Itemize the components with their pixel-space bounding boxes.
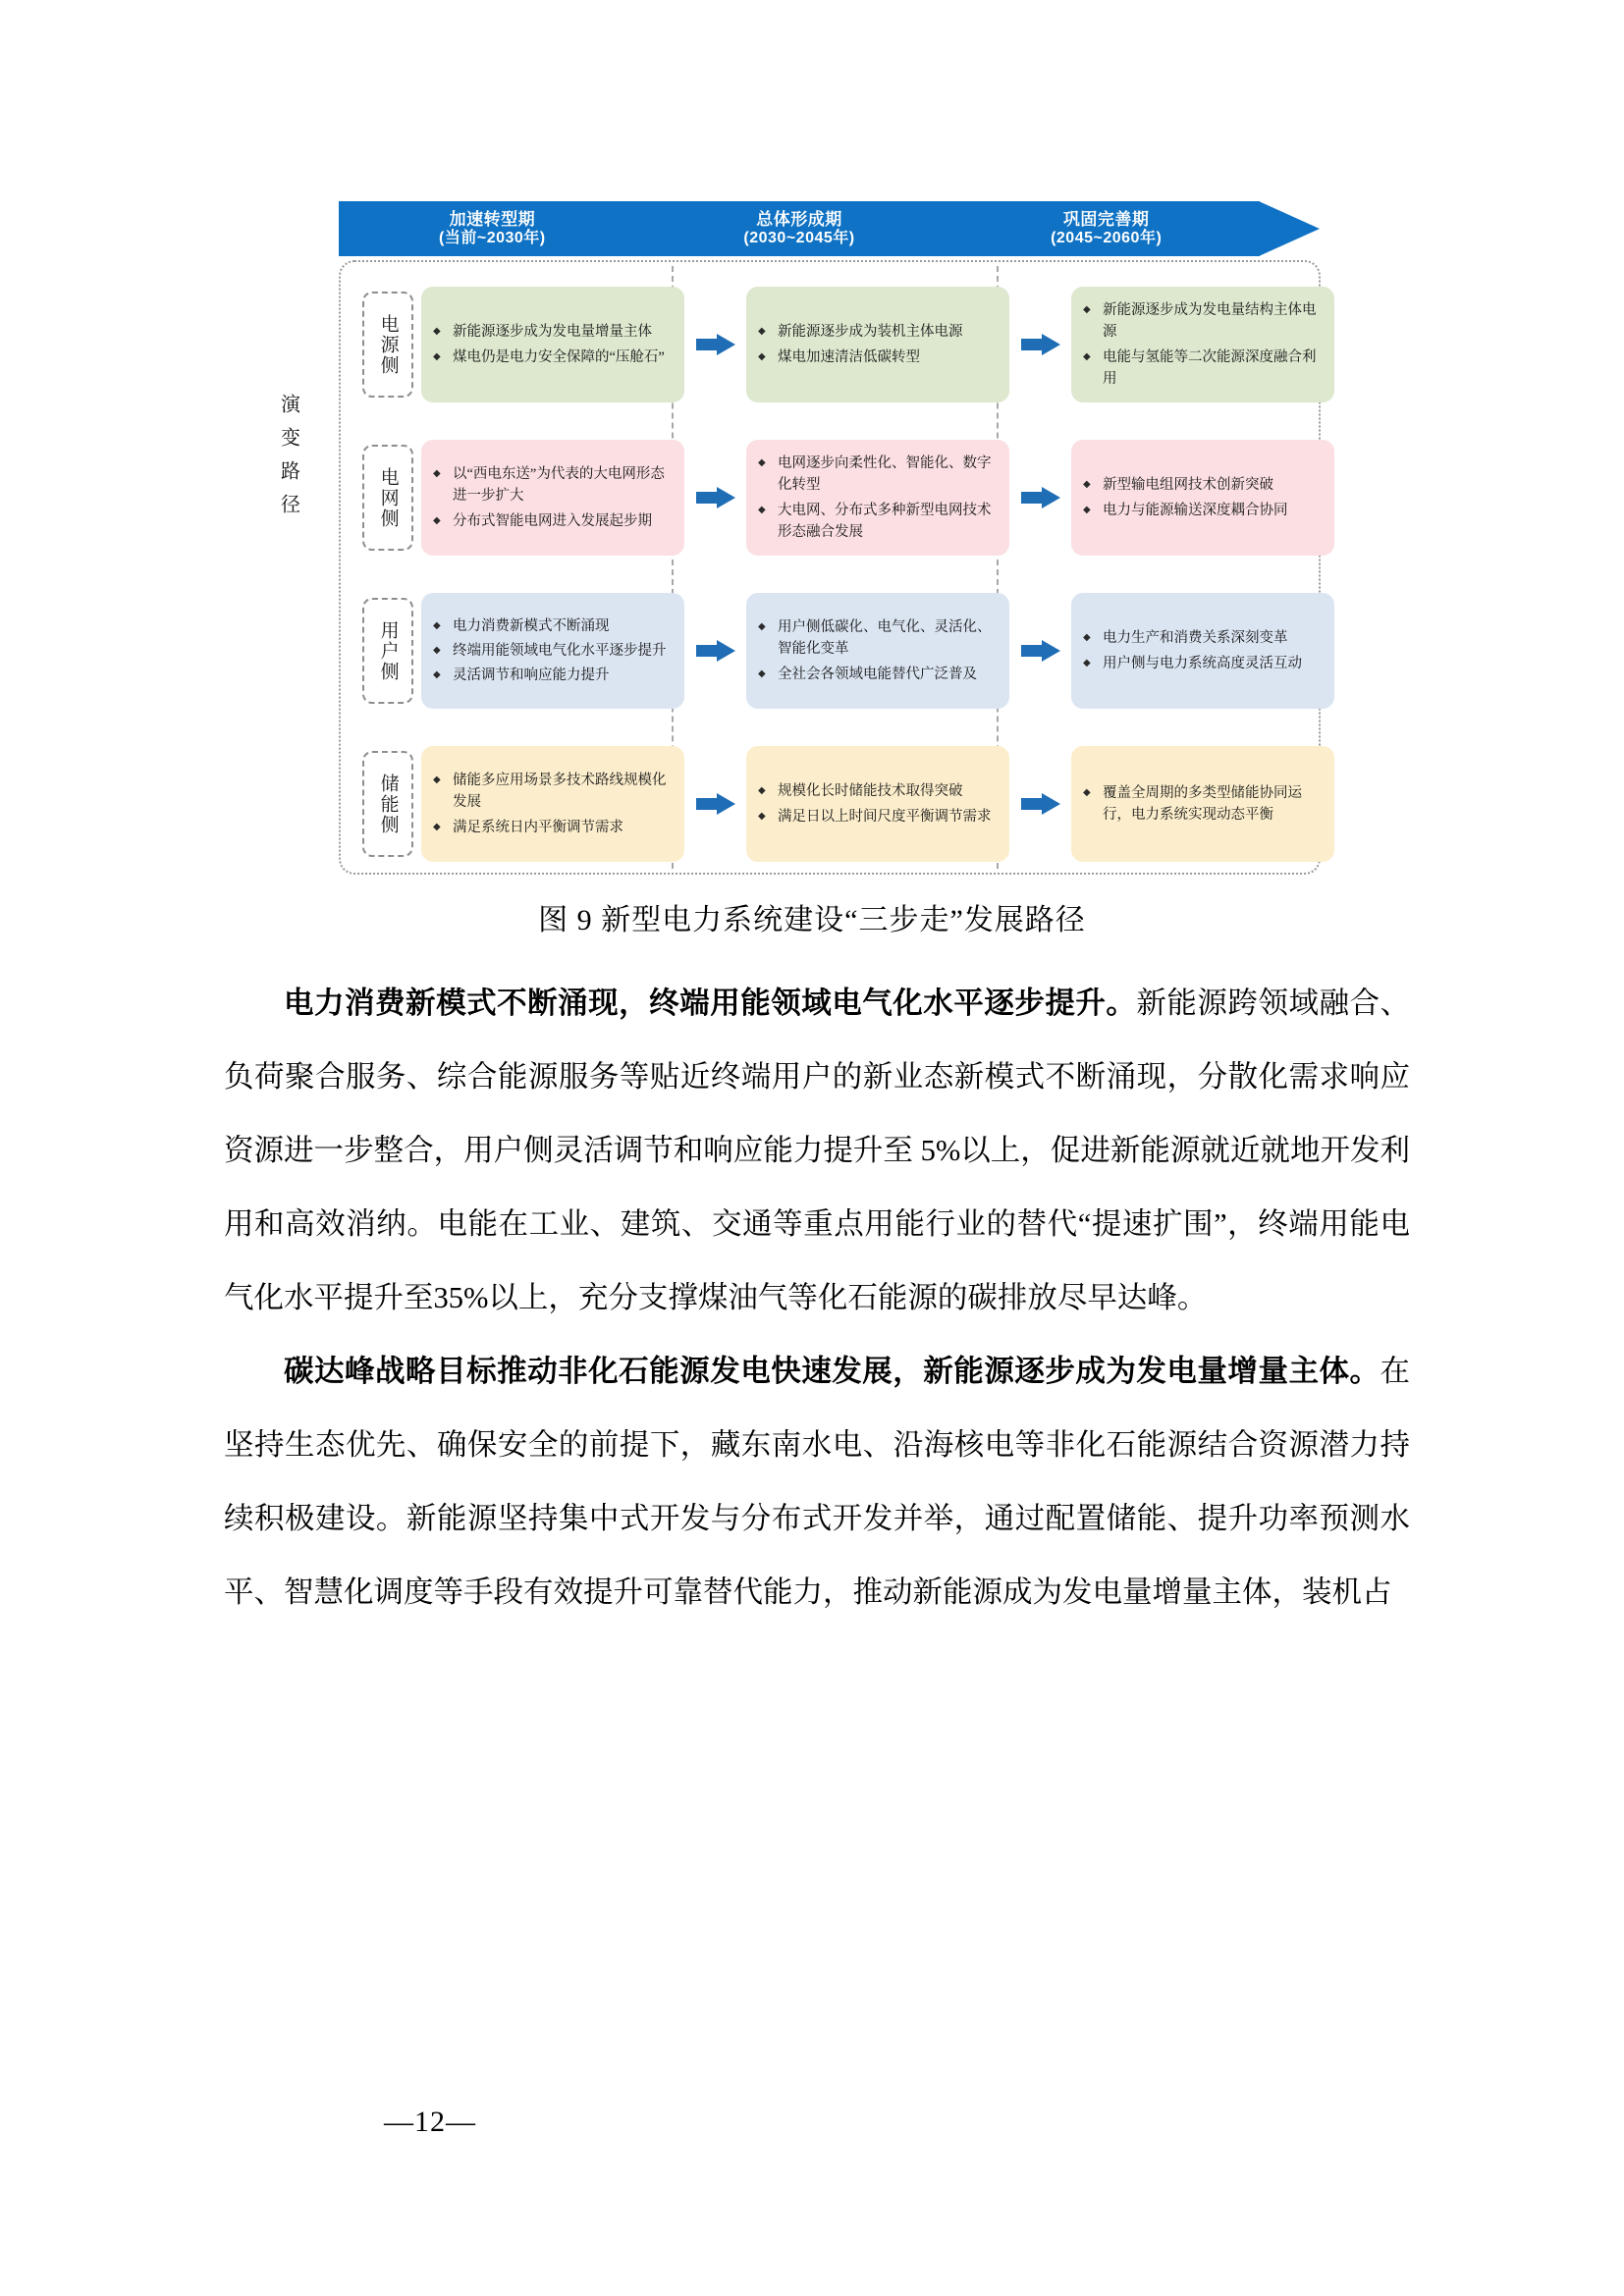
cell-r4-c3 bbox=[1071, 746, 1334, 862]
row-label-user bbox=[362, 598, 413, 704]
bullet-list bbox=[431, 463, 673, 531]
arrow-gap bbox=[684, 640, 746, 662]
row-label-grid bbox=[362, 445, 413, 551]
bullet-item: ◆ 电能与氢能等二次能源深度融合利用 bbox=[1081, 347, 1323, 390]
paragraph-1-rest: 新能源跨领域融合、负荷聚合服务、综合能源服务等贴近终端用户的新业态新模式不断涌现，分散化需求响应资源进一步整合，用户侧灵活调节和响应能力提升至 5%以上，促进新能源就近就地开发利用和高效消纳。电能在工业、建筑、交通等重点用能行业的替代“提速扩围”，终端用能电气化水平提升至35%以上，充分支撑煤油气等化石能源的碳排放尽早达峰。 bbox=[224, 987, 1411, 1314]
bullet-list bbox=[431, 770, 673, 837]
bullet-item: ◆ 新能源逐步成为发电量结构主体电源 bbox=[1081, 299, 1323, 343]
bullet-item: ◆ 电力生产和消费关系深刻变革 bbox=[1081, 627, 1323, 649]
right-arrow-icon bbox=[1021, 640, 1060, 662]
bullet-item: ◆ 新能源逐步成为装机主体电源 bbox=[756, 321, 998, 343]
body-text bbox=[224, 967, 1410, 1629]
phase-3-range: (2045~2060年) bbox=[1051, 229, 1163, 246]
row-label-text: 用户侧 bbox=[377, 619, 399, 682]
arrow-gap bbox=[1009, 793, 1071, 815]
phase-cell-1 bbox=[339, 210, 646, 248]
arrow-gap bbox=[1009, 487, 1071, 508]
bullet-item: ◆ 灵活调节和响应能力提升 bbox=[431, 665, 673, 686]
matrix-row-storage bbox=[349, 731, 1311, 877]
row-columns bbox=[421, 272, 1334, 417]
arrow-gap bbox=[684, 793, 746, 815]
figure-caption: 图 9 新型电力系统建设“三步走”发展路径 bbox=[538, 904, 1086, 936]
phase-3-name: 巩固完善期 bbox=[1062, 209, 1150, 229]
page-number: —12— bbox=[384, 2106, 476, 2138]
matrix-row-grid bbox=[349, 425, 1311, 570]
bullet-item: ◆ 满足日以上时间尺度平衡调节需求 bbox=[756, 806, 998, 828]
phase-banner bbox=[339, 201, 1321, 256]
row-label-text: 电源侧 bbox=[377, 313, 399, 376]
bullet-item: ◆ 全社会各领域电能替代广泛普及 bbox=[756, 664, 998, 685]
arrow-gap bbox=[684, 487, 746, 508]
row-label-text: 储能侧 bbox=[377, 773, 399, 835]
right-arrow-icon bbox=[696, 640, 735, 662]
bullet-item: ◆ 新能源逐步成为发电量增量主体 bbox=[431, 321, 673, 343]
bullet-item: ◆ 规模化长时储能技术取得突破 bbox=[756, 780, 998, 802]
bullet-list bbox=[756, 616, 998, 684]
phase-2-name: 总体形成期 bbox=[756, 209, 842, 229]
arrow-gap bbox=[684, 334, 746, 355]
roadmap-matrix bbox=[339, 260, 1321, 875]
paragraph-2-rest: 在坚持生态优先、确保安全的前提下，藏东南水电、沿海核电等非化石能源结合资源潜力持续积极建设。新能源坚持集中式开发与分布式开发并举，通过配置储能、提升功率预测水平、智慧化调度等手段有效提升可靠替代能力，推动新能源成为发电量增量主体，装机占 bbox=[224, 1355, 1410, 1609]
paragraph-1 bbox=[224, 967, 1410, 1335]
phase-banner-body bbox=[339, 201, 1260, 256]
row-label-text: 电网侧 bbox=[377, 466, 399, 529]
bullet-item: ◆ 用户侧低碳化、电气化、灵活化、智能化变革 bbox=[756, 616, 998, 660]
right-arrow-icon bbox=[1021, 793, 1060, 815]
bullet-item: ◆ 用户侧与电力系统高度灵活互动 bbox=[1081, 653, 1323, 674]
bullet-list bbox=[1081, 627, 1323, 673]
bullet-list bbox=[1081, 474, 1323, 520]
cell-r1-c2 bbox=[746, 287, 1009, 402]
bullet-list bbox=[756, 321, 998, 367]
arrow-gap bbox=[1009, 334, 1071, 355]
bullet-item: ◆ 终端用能领域电气化水平逐步提升 bbox=[431, 640, 673, 662]
right-arrow-icon bbox=[696, 793, 735, 815]
row-label-storage bbox=[362, 751, 413, 857]
paragraph-2 bbox=[224, 1335, 1410, 1629]
cell-r3-c2 bbox=[746, 593, 1009, 709]
arrow-gap bbox=[1009, 640, 1071, 662]
bullet-item: ◆ 电力与能源输送深度耦合协同 bbox=[1081, 500, 1323, 521]
bullet-item: ◆ 分布式智能电网进入发展起步期 bbox=[431, 510, 673, 532]
right-arrow-icon bbox=[1021, 334, 1060, 355]
cell-r4-c1 bbox=[421, 746, 684, 862]
right-arrow-icon bbox=[696, 334, 735, 355]
axis-label-text: 演变路径 bbox=[277, 394, 299, 527]
bullet-item: ◆ 煤电加速清洁低碳转型 bbox=[756, 347, 998, 368]
bullet-item: ◆ 大电网、分布式多种新型电网技术形态融合发展 bbox=[756, 500, 998, 543]
right-arrow-icon bbox=[696, 487, 735, 508]
right-arrow-icon bbox=[1021, 487, 1060, 508]
cell-r1-c1 bbox=[421, 287, 684, 402]
row-columns bbox=[421, 578, 1334, 723]
cell-r1-c3 bbox=[1071, 287, 1334, 402]
phase-2-range: (2030~2045年) bbox=[743, 229, 855, 246]
bullet-item: ◆ 储能多应用场景多技术路线规模化发展 bbox=[431, 770, 673, 813]
paragraph-2-lead: 碳达峰战略目标推动非化石能源发电快速发展，新能源逐步成为发电量增量主体。 bbox=[284, 1355, 1380, 1388]
row-columns bbox=[421, 425, 1334, 570]
bullet-list bbox=[756, 780, 998, 827]
cell-r3-c1 bbox=[421, 593, 684, 709]
cell-r2-c3 bbox=[1071, 440, 1334, 556]
bullet-list bbox=[431, 321, 673, 367]
bullet-list bbox=[756, 453, 998, 542]
cell-r4-c2 bbox=[746, 746, 1009, 862]
cell-r2-c2 bbox=[746, 440, 1009, 556]
phase-cell-2 bbox=[646, 210, 953, 248]
matrix-row-power-source bbox=[349, 272, 1317, 417]
cell-r2-c1 bbox=[421, 440, 684, 556]
phase-1-name: 加速转型期 bbox=[449, 209, 536, 229]
bullet-item: ◆ 电力消费新模式不断涌现 bbox=[431, 615, 673, 637]
bullet-item: ◆ 以“西电东送”为代表的大电网形态进一步扩大 bbox=[431, 463, 673, 507]
bullet-list bbox=[431, 615, 673, 686]
figure-three-step-roadmap bbox=[277, 201, 1321, 875]
figure-axis-label bbox=[272, 394, 305, 532]
paragraph-1-lead: 电力消费新模式不断涌现，终端用能领域电气化水平逐步提升。 bbox=[284, 987, 1137, 1020]
bullet-item: ◆ 煤电仍是电力安全保障的“压舱石” bbox=[431, 347, 673, 368]
row-label-power-source bbox=[362, 292, 413, 398]
matrix-row-user bbox=[349, 578, 1311, 723]
banner-arrowhead-icon bbox=[1260, 201, 1321, 256]
bullet-item: ◆ 覆盖全周期的多类型储能协同运行，电力系统实现动态平衡 bbox=[1081, 782, 1323, 826]
bullet-list bbox=[1081, 299, 1323, 389]
bullet-list bbox=[1081, 782, 1323, 826]
bullet-item: ◆ 满足系统日内平衡调节需求 bbox=[431, 817, 673, 838]
row-columns bbox=[421, 731, 1334, 877]
cell-r3-c3 bbox=[1071, 593, 1334, 709]
bullet-item: ◆ 电网逐步向柔性化、智能化、数字化转型 bbox=[756, 453, 998, 496]
bullet-item: ◆ 新型输电组网技术创新突破 bbox=[1081, 474, 1323, 496]
phase-cell-3 bbox=[952, 210, 1260, 248]
phase-1-range: (当前~2030年) bbox=[439, 229, 546, 246]
